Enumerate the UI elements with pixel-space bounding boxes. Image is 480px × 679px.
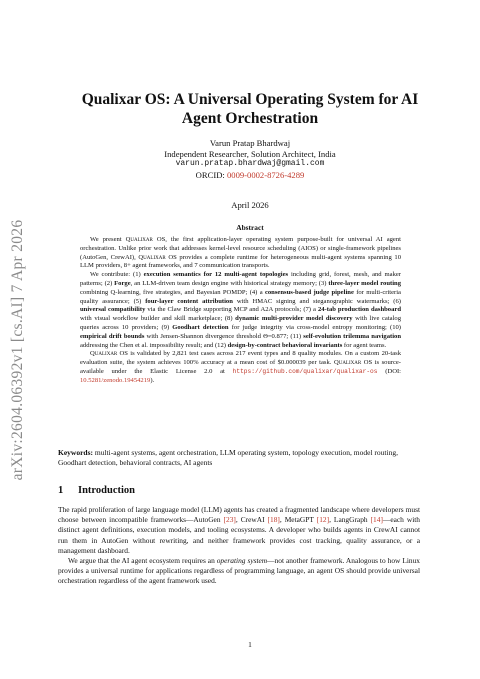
author-block xyxy=(40,138,460,180)
doi-link[interactable]: 10.5281/zenodo.19454219 xyxy=(80,376,151,384)
arxiv-sidebar xyxy=(8,200,28,500)
keywords-text: multi-agent systems, agent orchestration, LLM operating system, topology execution, model routing, Goodhart detection, behavioral contracts, AI agents xyxy=(58,448,398,467)
keywords xyxy=(58,448,420,468)
arxiv-identifier: arXiv:2604.06392v1 [cs.AI] 7 Apr 2026 xyxy=(9,219,26,481)
abstract-paragraph-3: Qualixar OS is validated by 2,821 test cases across 217 event types and 8 quality modules. On a custom 20-task evaluation suite, the system achieves 100% accuracy at a mean cost of $0.000039 per task. Qualixar OS is source-available under the Elastic License 2.0 at https://github.com/qualixar/qualixar-os (DOI: 10.5281/zenodo.19454219). xyxy=(80,350,401,384)
page-number: 1 xyxy=(248,640,252,649)
intro-paragraph-1: The rapid proliferation of large language model (LLM) agents has created a fragmented landscape where developers must choose between incompatible frameworks—AutoGen [23], CrewAI [18], MetaGPT [12], LangGraph [14]—each with distinct agent definitions, execution models, and tooling ecosystems. A developer who builds agents in CrewAI cannot run them in AutoGen without rewriting, and neither framework provides cost tracking, quality assurance, or a management dashboard. xyxy=(58,505,420,555)
author-orcid xyxy=(40,170,460,181)
abstract-heading: Abstract xyxy=(236,223,264,232)
author-affiliation: Independent Researcher, Solution Architect, India xyxy=(164,148,336,159)
orcid-label: ORCID: xyxy=(195,169,225,180)
abstract-paragraph-2: We contribute: (1) execution semantics for 12 multi-agent topologies including grid, forest, mesh, and maker patterns; (2) Forge, an LLM-driven team design engine with historical strategy memory; (3) three-layer model routing combining Q-learning, five strategies, and Bayesian POMDP; (4) a consensus-based judge pipeline for multi-criteria quality assurance; (5) four-layer content attribution with HMAC signing and steganographic watermarks; (6) universal compatibility via the Claw Bridge supporting MCP and A2A protocols; (7) a 24-tab production dashboard with visual workflow builder and skill marketplace; (8) dynamic multi-provider model discovery with live catalog queries across 10 providers; (9) Goodhart detection for judge integrity via cross-model entropy monitoring; (10) empirical drift bounds with Jensen-Shannon divergence threshold Θ=0.877; (11) self-evolution trilemma navigation addressing the Chen et al. impossibility result; and (12) design-by-contract behavioral invariants for agent teams. xyxy=(80,271,402,349)
abstract-paragraph-1: We present Qualixar OS, the first application-layer operating system purpose-built for universal AI agent orchestration. Unlike prior work that addresses kernel-level resource scheduling (AIOS) or single-framework pipelines (AutoGen, CrewAI), Qualixar OS provides a complete runtime for heterogeneous multi-agent systems spanning 10 LLM providers, 8+ agent frameworks, and 7 communication transports. xyxy=(80,236,401,270)
introduction-body xyxy=(58,505,420,587)
citation-link[interactable]: [23] xyxy=(223,515,236,525)
repo-url-link[interactable]: https://github.com/qualixar/qualixar-os xyxy=(232,367,378,375)
title-line-1: Qualixar OS: A Universal Operating System for AI xyxy=(81,91,419,108)
author-name: Varun Pratap Bhardwaj xyxy=(209,138,291,148)
author-email[interactable]: varun.pratap.bhardwaj@gmail.com xyxy=(175,159,325,169)
title-line-2: Agent Orchestration xyxy=(181,110,319,127)
citation-link[interactable]: [12] xyxy=(316,515,330,525)
keywords-label: Keywords: xyxy=(58,448,93,457)
section-heading-introduction: 1 Introduction xyxy=(58,485,135,496)
intro-paragraph-2: We argue that the AI agent ecosystem requires an operating system—not another framework. Analogous to how Linux provides a universal runtime for applications regardless of programming language, an agent OS should provide universal orchestration regardless of the agent framework used. xyxy=(58,556,420,586)
paper-date: April 2026 xyxy=(231,200,269,210)
paper-title xyxy=(40,90,460,128)
orcid-link[interactable]: 0009-0002-8726-4289 xyxy=(226,169,305,180)
abstract-body xyxy=(80,236,401,386)
citation-link[interactable]: [18] xyxy=(267,515,280,525)
citation-link[interactable]: [14] xyxy=(370,515,383,525)
